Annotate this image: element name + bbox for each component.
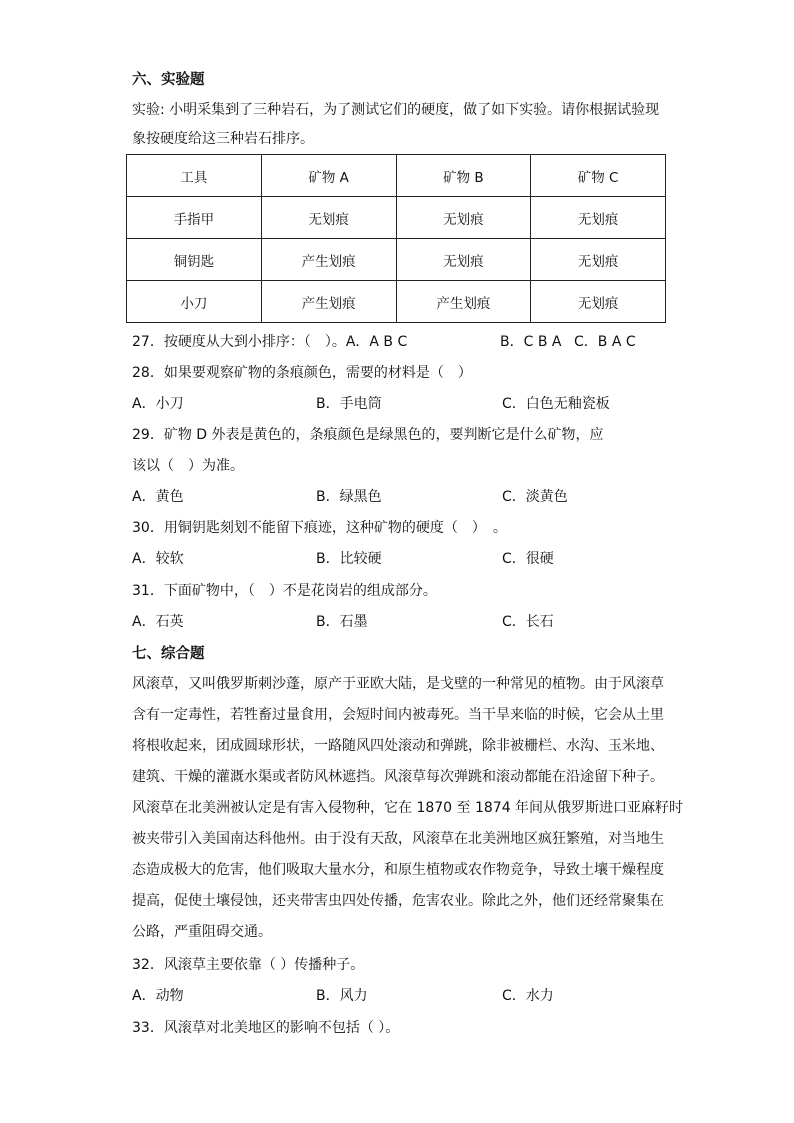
question-29-stem-line-2: 该以（ ）为准。 — [132, 458, 244, 474]
question-32-option-c: C．水力 — [502, 988, 554, 1004]
passage-line: 态造成极大的危害，他们吸取大量水分，和原生植物或农作物竞争，导致土壤干燥程度 — [132, 862, 664, 878]
passage-line: 风滚草，又叫俄罗斯刺沙蓬，原产于亚欧大陆，是戈壁的一种常见的植物。由于风滚草 — [132, 676, 664, 692]
intro-line-1: 实验: 小明采集到了三种岩石，为了测试它们的硬度，做了如下实验。请你根据试验现 — [132, 102, 660, 118]
question-29-option-a: A．黄色 — [132, 489, 184, 505]
question-28-option-b: B．手电筒 — [316, 396, 382, 412]
table-cell: 无划痕 — [396, 239, 531, 281]
question-29-option-b: B．绿黑色 — [316, 489, 382, 505]
question-30-option-c: C．很硬 — [502, 551, 554, 567]
table-cell: 手指甲 — [127, 197, 262, 239]
table-cell: 产生划痕 — [261, 281, 396, 323]
question-32-stem: 32．风滚草主要依靠（ ）传播种子。 — [132, 957, 365, 973]
question-31-option-a: A．石英 — [132, 614, 184, 630]
question-32-option-a: A．动物 — [132, 988, 184, 1004]
table-cell: 无划痕 — [531, 197, 666, 239]
question-33-stem: 33．风滚草对北美地区的影响不包括（ ）。 — [132, 1020, 400, 1036]
question-30-option-b: B．比较硬 — [316, 551, 382, 567]
question-27-option-c: C．B A C — [574, 334, 636, 350]
table-header-cell: 矿物 C — [531, 155, 666, 197]
question-29-option-c: C．淡黄色 — [502, 489, 568, 505]
section-heading-experiment: 六、实验题 — [132, 72, 205, 88]
table-cell: 铜钥匙 — [127, 239, 262, 281]
question-31-stem: 31．下面矿物中，（ ）不是花岗岩的组成部分。 — [132, 583, 437, 599]
experiment-table — [126, 154, 666, 323]
question-30-option-a: A．较软 — [132, 551, 184, 567]
question-31-option-b: B．石墨 — [316, 614, 368, 630]
question-28-stem: 28．如果要观察矿物的条痕颜色，需要的材料是（ ） — [132, 365, 472, 381]
passage-line: 建筑、干燥的灌溉水渠或者防风林遮挡。风滚草每次弹跳和滚动都能在沿途留下种子。 — [132, 769, 664, 785]
question-29-stem-line-1: 29．矿物 D 外表是黄色的，条痕颜色是绿黑色的，要判断它是什么矿物，应 — [132, 427, 604, 443]
passage-line: 风滚草在北美洲被认定是有害入侵物种，它在 1870 至 1874 年间从俄罗斯进口亚麻籽时 — [132, 800, 684, 816]
table-header-row — [127, 155, 666, 197]
question-31-option-c: C．长石 — [502, 614, 554, 630]
passage-line: 公路，严重阻碍交通。 — [132, 924, 272, 940]
table-header-cell: 矿物 B — [396, 155, 531, 197]
table-cell: 小刀 — [127, 281, 262, 323]
question-30-stem: 30．用铜钥匙刻划不能留下痕迹，这种矿物的硬度（ ） 。 — [132, 520, 507, 536]
passage-line: 提高，促使土壤侵蚀，还夹带害虫四处传播，危害农业。除此之外，他们还经常聚集在 — [132, 893, 664, 909]
table-cell: 无划痕 — [531, 239, 666, 281]
table-row — [127, 239, 666, 281]
table-cell: 无划痕 — [261, 197, 396, 239]
passage-line: 被夹带引入美国南达科他州。由于没有天敌，风滚草在北美洲地区疯狂繁殖，对当地生 — [132, 831, 664, 847]
passage-line: 含有一定毒性，若牲畜过量食用，会短时间内被毒死。当干旱来临的时候，它会从土里 — [132, 707, 664, 723]
question-28-option-c: C．白色无釉瓷板 — [502, 396, 610, 412]
question-27-stem: 27．按硬度从大到小排序：（ ）。A．A B C — [132, 334, 408, 350]
question-28-option-a: A．小刀 — [132, 396, 184, 412]
question-32-option-b: B．风力 — [316, 988, 368, 1004]
passage-line: 将根收起来，团成圆球形状，一路随风四处滚动和弹跳，除非被栅栏、水沟、玉米地、 — [132, 738, 664, 754]
table-cell: 产生划痕 — [261, 239, 396, 281]
table-cell: 产生划痕 — [396, 281, 531, 323]
question-27-option-b: B．C B A — [500, 334, 562, 350]
table-header-cell: 矿物 A — [261, 155, 396, 197]
intro-line-2: 象按硬度给这三种岩石排序。 — [132, 131, 314, 147]
section-heading-comprehensive: 七、综合题 — [132, 646, 205, 662]
table-row — [127, 281, 666, 323]
table-cell: 无划痕 — [396, 197, 531, 239]
table-cell: 无划痕 — [531, 281, 666, 323]
table-header-cell: 工具 — [127, 155, 262, 197]
table-row — [127, 197, 666, 239]
